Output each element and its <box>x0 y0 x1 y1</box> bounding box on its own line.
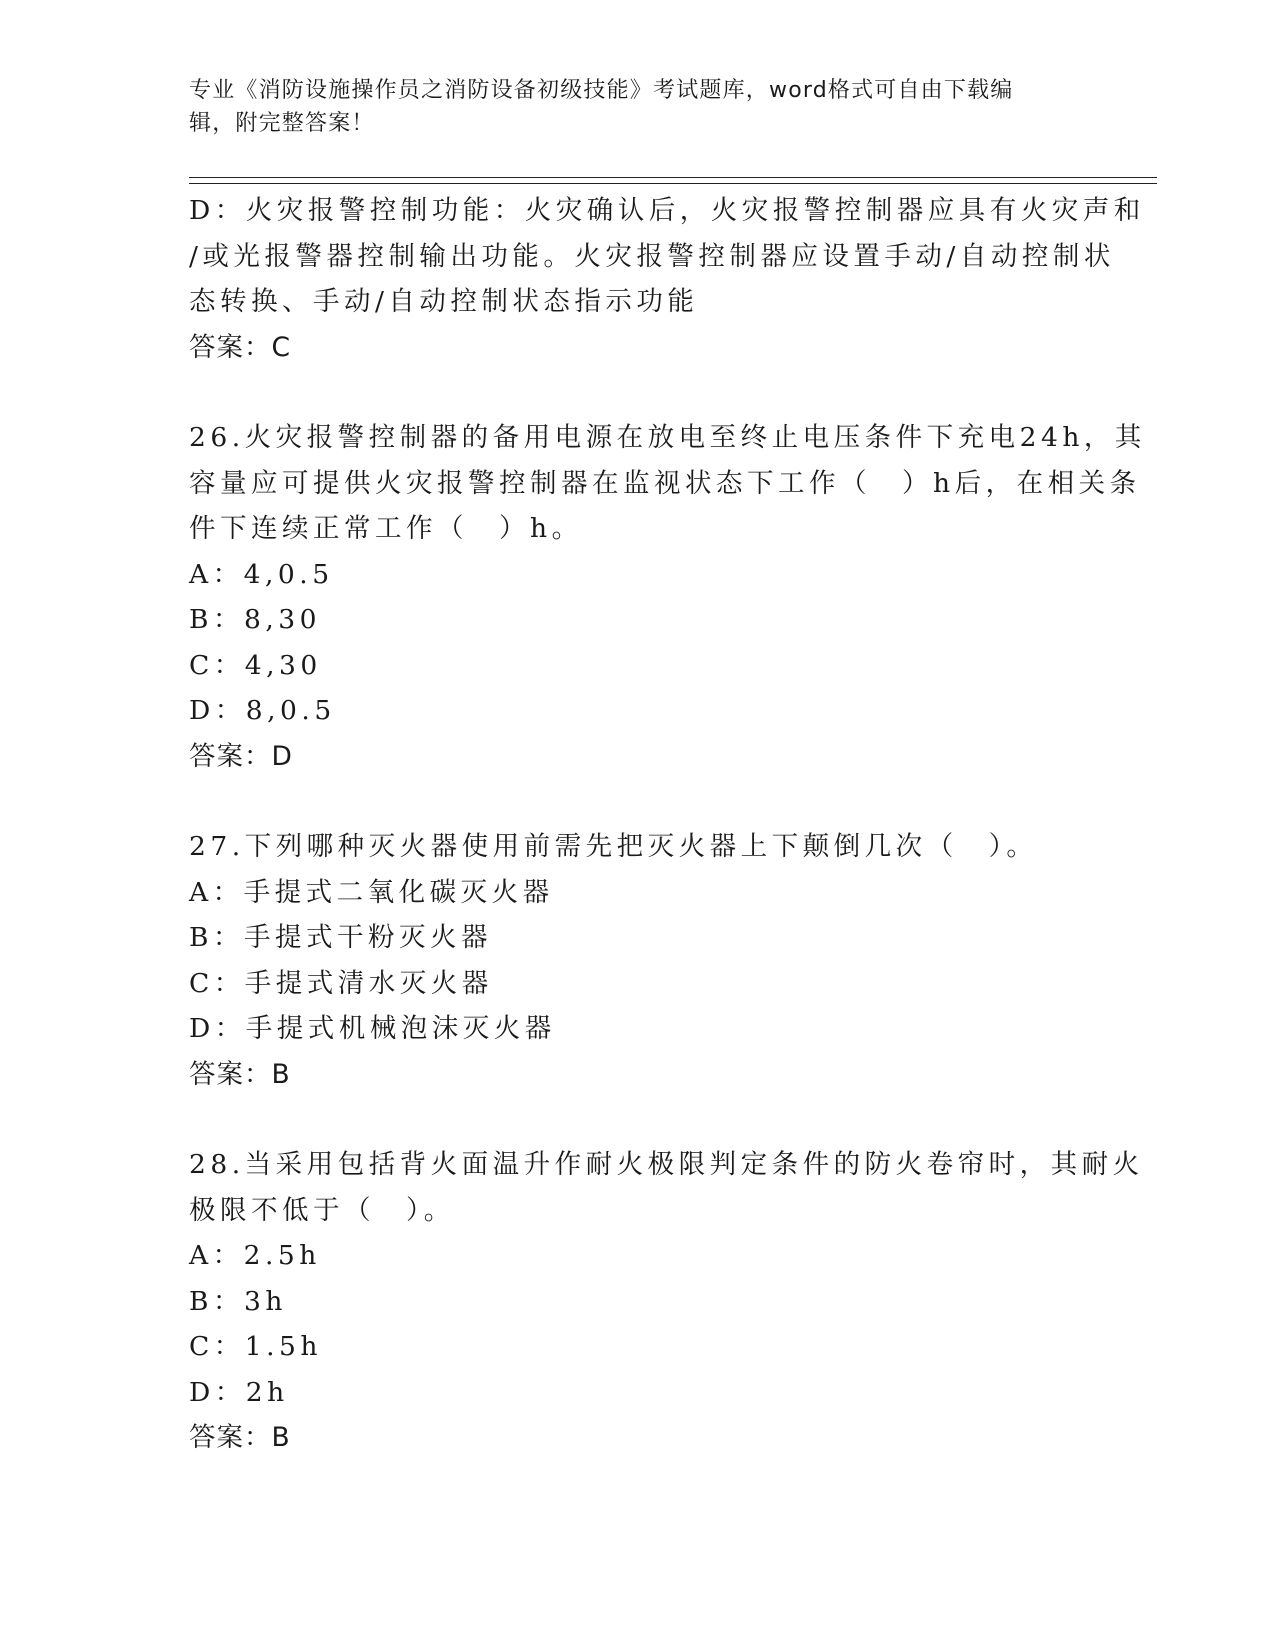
question-stem-line: 容量应可提供火灾报警控制器在监视状态下工作（ ）h后，在相关条 <box>189 467 1141 499</box>
option-line: 态转换、手动/自动控制状态指示功能 <box>189 286 699 317</box>
option-b: B：3h <box>189 1285 287 1317</box>
header-divider-top <box>189 177 1157 178</box>
spacer <box>189 370 1089 415</box>
question-stem-line: 极限不低于（ ）。 <box>189 1194 455 1226</box>
document-header <box>189 74 1089 140</box>
option-line: D：火灾报警控制功能：火灾确认后，火灾报警控制器应具有火灾声和 <box>189 195 1145 226</box>
option-a: A：4,0.5 <box>189 558 334 590</box>
question-stem-line: 27.下列哪种灭火器使用前需先把灭火器上下颠倒几次（ ）。 <box>189 831 1038 862</box>
option-line: /或光报警器控制输出功能。火灾报警控制器应设置手动/自动控制状 <box>189 240 1115 272</box>
option-a: A：2.5h <box>189 1240 321 1271</box>
question-26 <box>189 415 1146 779</box>
question-stem-line: 28.当采用包括背火面温升作耐火极限判定条件的防火卷帘时，其耐火 <box>189 1149 1144 1180</box>
question-stem-line: 件下连续正常工作（ ）h。 <box>189 513 583 544</box>
option-a: A：手提式二氧化碳灭火器 <box>189 876 554 908</box>
header-title-line-1: 专业《消防设施操作员之消防设备初级技能》考试题库，word格式可自由下载编 <box>189 78 1014 103</box>
option-b: B：手提式干粉灭火器 <box>189 922 492 953</box>
prev-question-option-d <box>189 188 1145 325</box>
header-divider-bottom <box>189 183 1157 184</box>
answer: 答案：B <box>189 1058 291 1090</box>
option-c: C：手提式清水灭火器 <box>189 967 493 999</box>
answer: 答案：B <box>189 1422 291 1453</box>
answer: 答案：D <box>189 740 293 772</box>
option-d: D：8,0.5 <box>189 695 336 726</box>
spacer <box>189 1097 1089 1142</box>
question-27 <box>189 824 1089 1097</box>
question-stem-line: 26.火灾报警控制器的备用电源在放电至终止电压条件下充电24h，其 <box>189 422 1146 453</box>
header-title-line-2: 辑，附完整答案！ <box>189 111 375 136</box>
prev-question-answer: 答案：C <box>189 331 292 363</box>
question-list <box>189 188 1146 1461</box>
spacer <box>189 779 1089 824</box>
option-d: D：2h <box>189 1376 289 1408</box>
option-d: D：手提式机械泡沫灭火器 <box>189 1013 556 1044</box>
option-c: C：1.5h <box>189 1331 322 1362</box>
option-b: B：8,30 <box>189 604 321 635</box>
question-28 <box>189 1142 1144 1461</box>
option-c: C：4,30 <box>189 649 322 681</box>
